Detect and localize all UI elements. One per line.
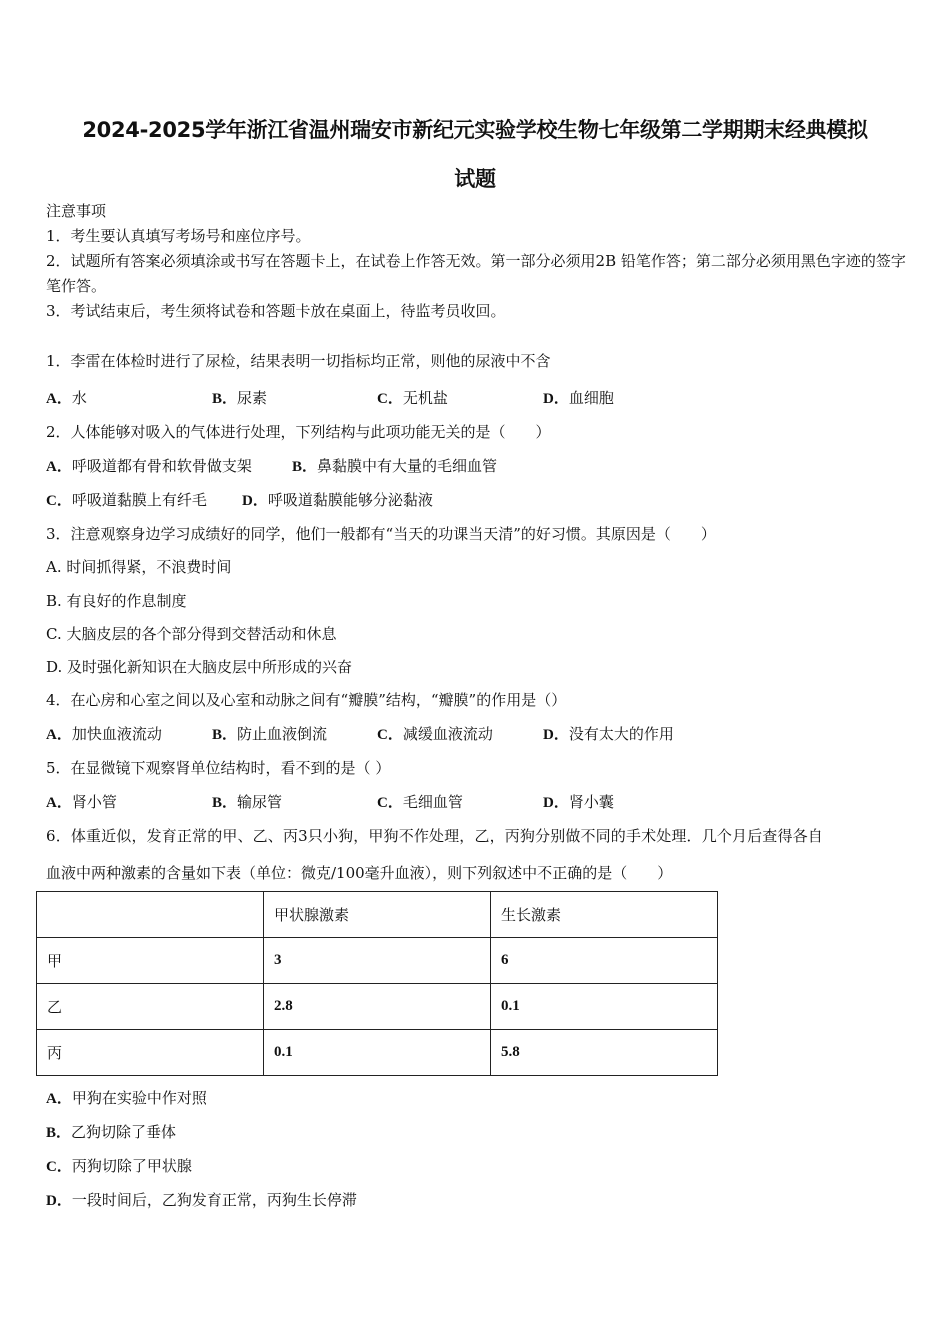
option-b[interactable]: B．尿素: [212, 389, 268, 407]
notes-item: 1．考生要认真填写考场号和座位序号。: [46, 227, 311, 245]
notes-heading: 注意事项: [46, 202, 107, 220]
option-d[interactable]: D．呼吸道黏膜能够分泌黏液: [242, 491, 433, 509]
question-6-stem-line-1: 6．体重近似，发育正常的甲、乙、丙3只小狗，甲狗不作处理，乙，丙狗分别做不同的手术处理．几个月后查得各自: [46, 827, 823, 845]
table-cell: 6: [491, 938, 718, 984]
option-c[interactable]: C. 大脑皮层的各个部分得到交替活动和休息: [46, 625, 337, 643]
table-header-cell: [37, 892, 264, 938]
document-title-line-1: 2024-2025学年浙江省温州瑞安市新纪元实验学校生物七年级第二学期期末经典模拟: [82, 118, 868, 142]
question-6-stem-line-2: 血液中两种激素的含量如下表（单位：微克/100毫升血液），则下列叙述中不正确的是（ ）: [46, 864, 673, 882]
option-c[interactable]: C．丙狗切除了甲状腺: [46, 1157, 192, 1175]
option-d[interactable]: D．没有太大的作用: [543, 725, 674, 743]
option-d[interactable]: D. 及时强化新知识在大脑皮层中所形成的兴奋: [46, 658, 353, 676]
option-a[interactable]: A. 时间抓得紧，不浪费时间: [46, 558, 232, 576]
option-a[interactable]: A．加快血液流动: [46, 725, 162, 743]
table-cell: 乙: [37, 984, 264, 1030]
notes-item: 2．试题所有答案必须填涂或书写在答题卡上，在试卷上作答无效。第一部分必须用2B 铅笔作答；第二部分必须用黑色字迹的签字笔作答。: [46, 252, 906, 295]
option-a[interactable]: A．甲狗在实验中作对照: [46, 1089, 207, 1107]
option-d[interactable]: D．一段时间后，乙狗发育正常，丙狗生长停滞: [46, 1191, 357, 1209]
question-4-stem: 4．在心房和心室之间以及心室和动脉之间有“瓣膜”结构，“瓣膜”的作用是（）: [46, 691, 567, 709]
table-row: [37, 938, 718, 984]
option-a[interactable]: A．肾小管: [46, 793, 117, 811]
option-b[interactable]: B．防止血液倒流: [212, 725, 328, 743]
option-c[interactable]: C．呼吸道黏膜上有纤毛: [46, 491, 207, 509]
option-b[interactable]: B．输尿管: [212, 793, 283, 811]
option-c[interactable]: C．减缓血液流动: [377, 725, 493, 743]
notes-item: 3．考试结束后，考生须将试卷和答题卡放在桌面上，待监考员收回。: [46, 302, 506, 320]
question-5-stem: 5．在显微镜下观察肾单位结构时，看不到的是（ ）: [46, 759, 391, 777]
option-a[interactable]: A．呼吸道都有骨和软骨做支架: [46, 457, 252, 475]
option-d[interactable]: D．肾小囊: [543, 793, 614, 811]
option-b[interactable]: B．乙狗切除了垂体: [46, 1123, 177, 1141]
question-3-stem: 3．注意观察身边学习成绩好的同学，他们一般都有“当天的功课当天清”的好习惯。其原因是（ ）: [46, 525, 716, 543]
table-cell: 0.1: [264, 1030, 491, 1076]
question-2-stem: 2．人体能够对吸入的气体进行处理，下列结构与此项功能无关的是（ ）: [46, 423, 551, 441]
document-title-line-2: 试题: [454, 167, 496, 191]
table-cell: 丙: [37, 1030, 264, 1076]
table-header-cell: 生长激素: [491, 892, 718, 938]
table-cell: 3: [264, 938, 491, 984]
option-b[interactable]: B．鼻黏膜中有大量的毛细血管: [292, 457, 498, 475]
table-cell: 5.8: [491, 1030, 718, 1076]
table-row: [37, 984, 718, 1030]
option-a[interactable]: A．水: [46, 389, 87, 407]
table-header-cell: 甲状腺激素: [264, 892, 491, 938]
notes-section: [46, 199, 908, 324]
question-1-stem: 1．李雷在体检时进行了尿检，结果表明一切指标均正常，则他的尿液中不含: [46, 352, 551, 370]
table-cell: 2.8: [264, 984, 491, 1030]
table-cell: 0.1: [491, 984, 718, 1030]
option-d[interactable]: D．血细胞: [543, 389, 614, 407]
table-row: [37, 1030, 718, 1076]
option-c[interactable]: C．无机盐: [377, 389, 448, 407]
hormone-table: [36, 891, 718, 1076]
table-cell: 甲: [37, 938, 264, 984]
option-b[interactable]: B. 有良好的作息制度: [46, 592, 187, 610]
table-header-row: [37, 892, 718, 938]
option-c[interactable]: C．毛细血管: [377, 793, 463, 811]
